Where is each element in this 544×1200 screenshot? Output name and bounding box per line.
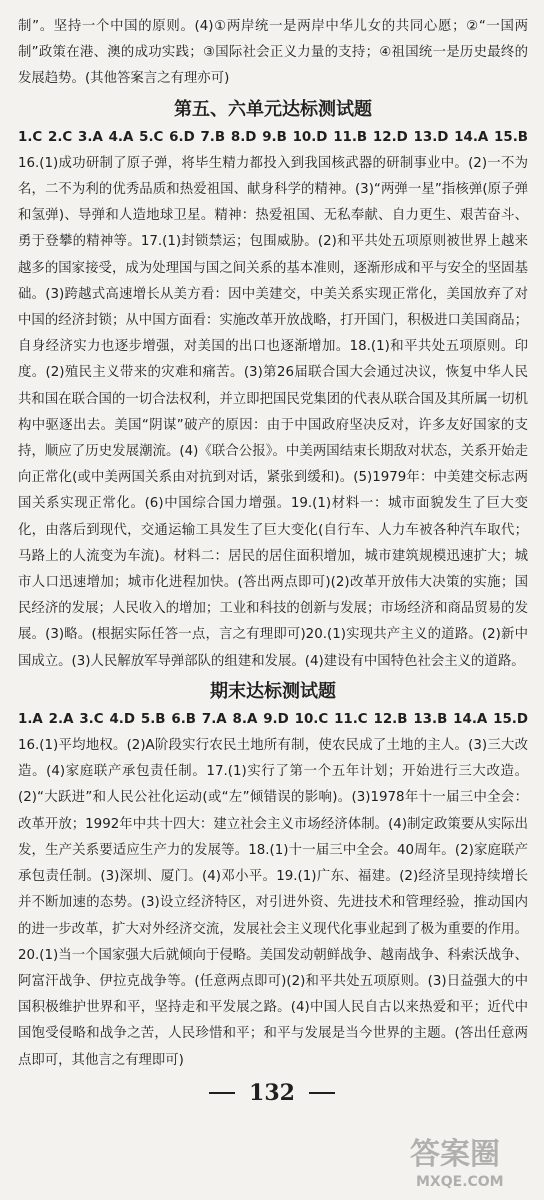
section-title-unit-5-6: 第五、六单元达标测试题 — [174, 98, 372, 120]
watermark-logo — [406, 1124, 536, 1194]
section-2-content — [18, 707, 528, 1074]
footer-dash-right — [309, 1092, 335, 1094]
section-2-body: 16.(1)平均地权。(2)A阶段实行农民土地所有制，使农民成了土地的主人。(3)三大改造。(4)家庭联产承包责任制。17.(1)实行了第一个五年计划；开始进行三大改造。(2)“大跃进”和人民公社化运动(或“左”倾错误的影响)。(3)1978年十一届三中全会：改革开放；1992年中共十四大：建立社会主义市场经济体制。(4)制定政策要从实际出发，生产关系要适应生产力的发展等。18.(1)十一届三中全会。40周年。(2)家庭联产承包责任制。(3)深圳、厦门。(4)邓小平。19.(1)广东、福建。(2)经济呈现持续增长并不断加速的态势。(3)设立经济特区，对引进外资、先进技术和管理经验，推动国内的进一步改革，扩大对外经济交流，发展社会主义现代化事业起到了极为重要的作用。20.(1)当一个国家强大后就倾向于侵略。美国发动朝鲜战争、越南战争、科索沃战争、阿富汗战争、伊拉克战争等。(任意两点即可)(2)和平共处五项原则。(3)日益强大的中国积极维护世界和平，坚持走和平发展之路。(4)中国人民自古以来热爱和平；近代中国饱受侵略和战争之苦，人民珍惜和平；和平与发展是当今世界的主题。(答出任意两点即可，其他言之有理即可) — [18, 738, 528, 1068]
intro-paragraph: 制”。坚持一个中国的原则。(4)①两岸统一是两岸中华儿女的共同心愿；②“一国两制”政策在港、澳的成功实践；③国际社会正义力量的支持；④祖国统一是历史最终的发展趋势。(其他答案言之有理亦可) — [18, 19, 528, 87]
watermark-main-text: 答案圈 — [410, 1137, 500, 1172]
section-1-body: 16.(1)成功研制了原子弹，将毕生精力都投入到我国核武器的研制事业中。(2)一不为名，二不为利的优秀品质和热爱祖国、献身科学的精神。(3)“两弹一星”指核弹(原子弹和氢弹)、导弹和人造地球卫星。精神：热爱祖国、无私奉献、自力更生、艰苦奋斗、勇于登攀的精神等。17.(1)封锁禁运；包围威胁。(2)和平共处五项原则被世界上越来越多的国家接受，成为处理国与国之间关系的基本准则，逐渐形成和平与安全的坚固基础。(3)跨越式高速增长从美方看：因中美建交，中美关系实现正常化，美国放弃了对中国的经济封锁；从中国方面看：实施改革开放战略，打开国门，积极进口美国商品；自身经济实力也逐步增强，对美国的出口也逐渐增加。18.(1)和平共处五项原则。印度。(2)殖民主义带来的灾难和痛苦。(3)第26届联合国大会通过决议，恢复中华人民共和国在联合国的一切合法权利，并立即把国民党集团的代表从联合国及其所属一切机构中驱逐出去。美国“阴谋”破产的原因：由于中国政府坚决反对，许多友好国家的支持，顺应了历史发展潮流。(4)《联合公报》。中美两国结束长期敌对状态，关系开始走向正常化(或中美两国关系由对抗到对话，紧张到缓和)。(5)1979年：中美建交标志两国关系实现正常化。(6)中国综合国力增强。19.(1)材料一：城市面貌发生了巨大变化，由落后到现代，交通运输工具发生了巨大变化(自行车、人力车被各种汽车取代；马路上的人流变为车流)。材料二：居民的居住面积增加，城市建筑规模迅速扩大；城市人口迅速增加；城市化进程加快。(答出两点即可)(2)改革开放伟大决策的实施；国民经济的发展；人民收入的增加；工业和科技的创新与发展；市场经济和商品贸易的发展。(3)略。(根据实际任答一点，言之有理即可)20.(1)实现共产主义的道路。(2)新中国成立。(3)人民解放军导弹部队的组建和发展。(4)建设有中国特色社会主义的道路。 — [18, 155, 528, 669]
answer-page — [18, 14, 528, 1074]
section-title-final: 期末达标测试题 — [210, 680, 336, 702]
section-2-choice-answers: 1.A 2.A 3.C 4.D 5.B 6.B 7.A 8.A 9.D 10.C 11.C 12.B 13.B 14.A 15.D — [18, 711, 528, 727]
page-number: 132 — [249, 1080, 295, 1106]
section-1-choice-answers: 1.C 2.C 3.A 4.A 5.C 6.D 7.B 8.D 9.B 10.D 11.B 12.D 13.D 14.A 15.B — [18, 129, 528, 145]
watermark-sub-text: MXQE.COM — [416, 1174, 504, 1190]
footer-dash-left — [209, 1092, 235, 1094]
section-1-content — [18, 125, 528, 675]
page-footer — [0, 1080, 544, 1106]
